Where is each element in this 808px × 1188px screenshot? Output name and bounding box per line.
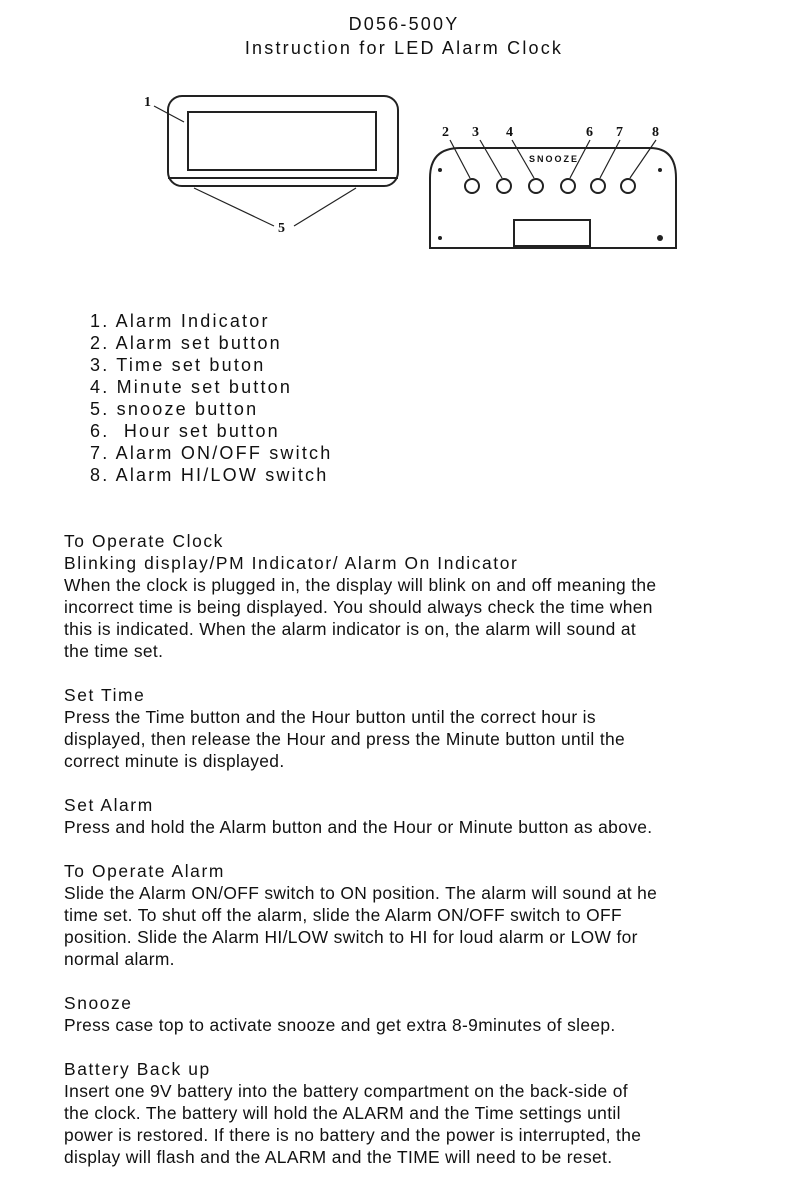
callout-7: 7 <box>616 125 623 140</box>
text-line: displayed, then release the Hour and press the Minute button until the <box>64 729 626 749</box>
section-heading: To Operate Alarm <box>64 861 225 881</box>
clock-front-body <box>168 96 398 186</box>
callout-2: 2 <box>442 125 449 140</box>
section-set-alarm <box>64 794 764 838</box>
section-operate-alarm <box>64 860 764 970</box>
callout-5: 5 <box>278 221 285 236</box>
text-line: normal alarm. <box>64 949 175 969</box>
callout-3: 3 <box>472 125 479 140</box>
callout-1: 1 <box>144 95 151 110</box>
text-line: When the clock is plugged in, the display will blink on and off meaning the <box>64 575 657 595</box>
section-battery-backup <box>64 1058 764 1168</box>
section-heading: Set Time <box>64 685 146 705</box>
section-operate-clock <box>64 530 764 662</box>
text-line: time set. To shut off the alarm, slide the Alarm ON/OFF switch to OFF <box>64 905 622 925</box>
section-snooze <box>64 992 764 1036</box>
button-8 <box>621 179 635 193</box>
text-line: correct minute is displayed. <box>64 751 285 771</box>
legend-item: 3. Time set buton <box>90 355 266 375</box>
legend-item: 8. Alarm HI/LOW switch <box>90 465 329 485</box>
button-2 <box>465 179 479 193</box>
button-7 <box>591 179 605 193</box>
legend-item: 1. Alarm Indicator <box>90 311 270 331</box>
section-set-time <box>64 684 764 772</box>
component-legend <box>90 310 332 486</box>
section-heading: Set Alarm <box>64 795 154 815</box>
text-line: display will flash and the ALARM and the TIME will need to be reset. <box>64 1147 613 1167</box>
legend-item: 7. Alarm ON/OFF switch <box>90 443 333 463</box>
callout-line-5b <box>294 188 356 226</box>
clock-display <box>188 112 376 170</box>
snooze-label: SNOOZE <box>528 154 580 164</box>
text-line: Press and hold the Alarm button and the Hour or Minute button as above. <box>64 817 653 837</box>
battery-door <box>514 220 590 246</box>
text-line: the clock. The battery will hold the ALARM and the Time settings until <box>64 1103 621 1123</box>
text-line: incorrect time is being displayed. You should always check the time when <box>64 597 653 617</box>
text-line: the time set. <box>64 641 164 661</box>
callout-8: 8 <box>652 125 659 140</box>
section-subheading: Blinking display/PM Indicator/ Alarm On Indicator <box>64 553 519 573</box>
callout-4: 4 <box>506 125 513 140</box>
legend-item: 6. Hour set button <box>90 421 280 441</box>
text-line: power is restored. If there is no battery and the power is interrupted, the <box>64 1125 642 1145</box>
section-heading: Snooze <box>64 993 133 1013</box>
button-3 <box>497 179 511 193</box>
text-line: Press the Time button and the Hour button until the correct hour is <box>64 707 596 727</box>
text-line: Insert one 9V battery into the battery compartment on the back-side of <box>64 1081 628 1101</box>
text-line: position. Slide the Alarm HI/LOW switch to HI for loud alarm or LOW for <box>64 927 638 947</box>
text-line: this is indicated. When the alarm indicator is on, the alarm will sound at <box>64 619 637 639</box>
text-line: Slide the Alarm ON/OFF switch to ON position. The alarm will sound at he <box>64 883 658 903</box>
legend-item: 4. Minute set button <box>90 377 293 397</box>
legend-item: 2. Alarm set button <box>90 333 282 353</box>
legend-item: 5. snooze button <box>90 399 259 419</box>
document-code: D056-500Y <box>348 14 460 34</box>
callout-line-5a <box>194 188 274 226</box>
button-6 <box>561 179 575 193</box>
document-title: Instruction for LED Alarm Clock <box>244 38 564 58</box>
section-heading: To Operate Clock <box>64 531 224 551</box>
button-4 <box>529 179 543 193</box>
clock-diagram <box>130 78 686 268</box>
callout-6: 6 <box>586 125 593 140</box>
section-heading: Battery Back up <box>64 1059 211 1079</box>
text-line: Press case top to activate snooze and get extra 8-9minutes of sleep. <box>64 1015 616 1035</box>
